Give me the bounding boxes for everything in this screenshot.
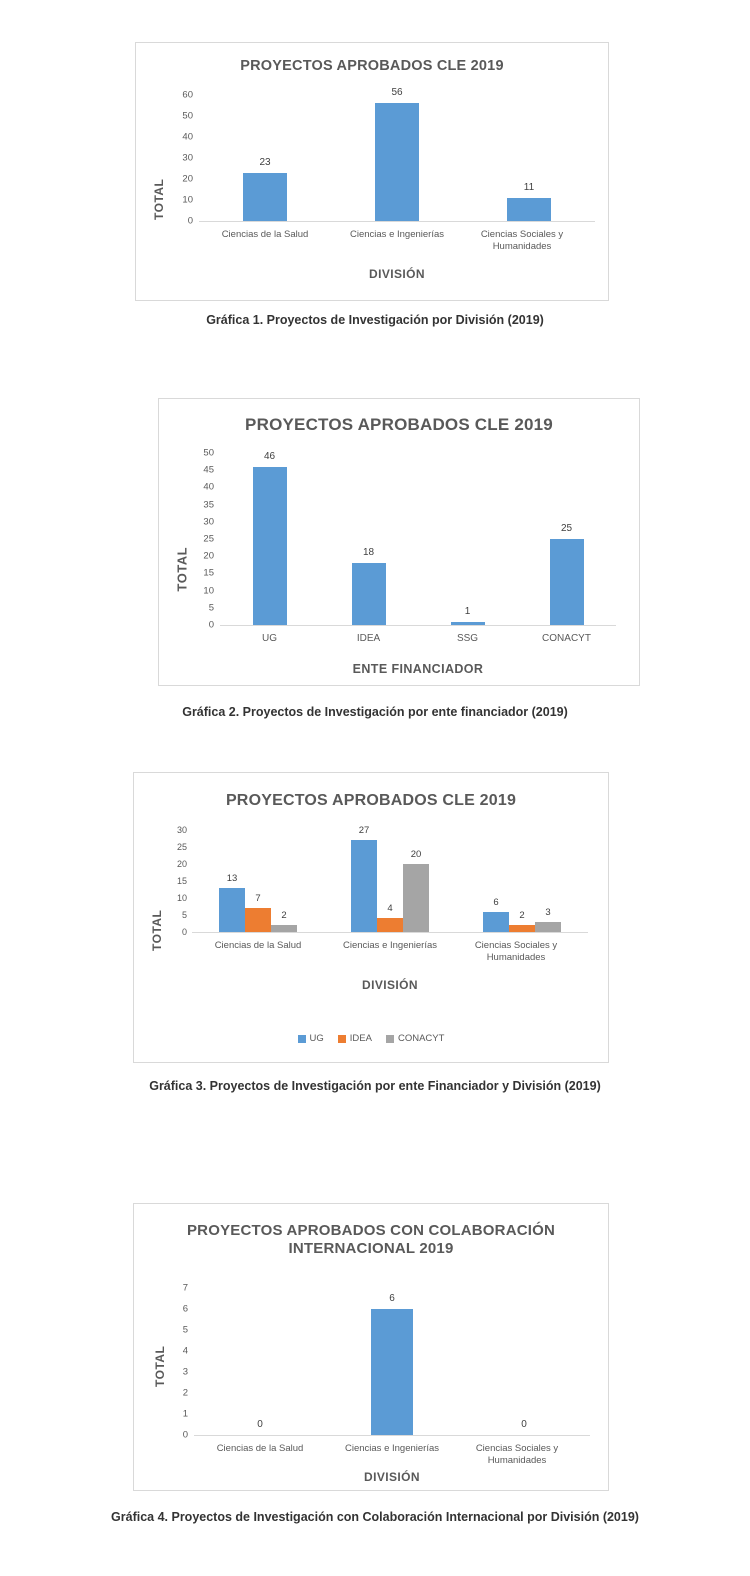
y-tick: 6 bbox=[182, 1303, 188, 1315]
x-axis-line bbox=[194, 1435, 590, 1436]
category-label: UG bbox=[262, 633, 277, 644]
bar-ssg[interactable] bbox=[451, 605, 485, 625]
bar-value: 6 bbox=[493, 896, 499, 908]
bar-value: 56 bbox=[391, 87, 403, 99]
legend-item-idea[interactable] bbox=[338, 1033, 372, 1044]
chart-4-container bbox=[133, 1203, 609, 1491]
bar-group bbox=[517, 523, 616, 625]
chart-1-y-axis-title: TOTAL bbox=[152, 178, 166, 220]
y-tick: 20 bbox=[203, 550, 214, 562]
chart-1-plot-area bbox=[199, 87, 595, 222]
y-tick: 3 bbox=[182, 1366, 188, 1378]
x-axis-line bbox=[220, 625, 616, 626]
bar-value: 0 bbox=[257, 1419, 263, 1430]
chart-3-legend bbox=[134, 1033, 608, 1044]
bar-value: 4 bbox=[387, 903, 393, 915]
x-axis-line bbox=[192, 932, 588, 933]
y-tick: 0 bbox=[208, 619, 214, 631]
chart-2-y-axis-title: TOTAL bbox=[174, 546, 190, 592]
bar-conacyt[interactable] bbox=[550, 523, 584, 625]
y-tick: 30 bbox=[182, 152, 193, 164]
y-tick: 20 bbox=[176, 859, 187, 869]
chart-4-title bbox=[154, 1222, 588, 1257]
bar-idea[interactable] bbox=[377, 903, 403, 932]
y-tick: 0 bbox=[181, 927, 187, 937]
bar-ug[interactable] bbox=[351, 825, 377, 932]
chart-2-plot-area bbox=[220, 450, 616, 626]
chart-3-y-axis-title: TOTAL bbox=[150, 909, 164, 951]
y-tick: 40 bbox=[203, 481, 214, 493]
bar-value: 3 bbox=[545, 906, 551, 918]
bar-value: 18 bbox=[362, 547, 375, 559]
legend-item-conacyt[interactable] bbox=[386, 1033, 444, 1044]
chart-1-container bbox=[135, 42, 609, 301]
legend-swatch-icon bbox=[386, 1035, 394, 1043]
category-label: Ciencias de la Salud bbox=[216, 1443, 304, 1454]
y-tick: 50 bbox=[182, 110, 193, 122]
bar-value: 0 bbox=[521, 1419, 527, 1430]
y-tick: 0 bbox=[182, 1429, 188, 1441]
y-tick: 20 bbox=[182, 173, 193, 185]
chart-4-y-tick-labels bbox=[168, 1282, 188, 1441]
chart-1-title: PROYECTOS APROBADOS CLE 2019 bbox=[240, 58, 504, 74]
chart-4-plot-area bbox=[194, 1288, 590, 1436]
category-label: CONACYT bbox=[542, 633, 591, 644]
figure-2-caption: Gráfica 2. Proyectos de Investigación por ente financiador (2019) bbox=[182, 705, 568, 719]
bar-value: 13 bbox=[226, 872, 238, 884]
category-label: Ciencias e Ingenierías bbox=[345, 1443, 439, 1454]
bar-conacyt[interactable] bbox=[403, 849, 429, 932]
chart-4-title-line-1: PROYECTOS APROBADOS CON COLABORACIÓN bbox=[186, 1222, 556, 1239]
category-label: Ciencias Sociales y Humanidades bbox=[474, 940, 558, 963]
y-tick: 40 bbox=[182, 131, 193, 143]
bar-conacyt[interactable] bbox=[271, 910, 297, 932]
y-tick: 10 bbox=[182, 194, 193, 206]
chart-2-title: PROYECTOS APROBADOS CLE 2019 bbox=[245, 415, 553, 434]
y-tick: 25 bbox=[176, 842, 187, 852]
bar-value: 46 bbox=[263, 450, 276, 462]
chart-2-y-tick-labels bbox=[189, 447, 214, 631]
chart-4-title-line-2: INTERNACIONAL 2019 bbox=[288, 1239, 454, 1257]
legend-item-ug[interactable] bbox=[298, 1033, 324, 1044]
bar-idea[interactable] bbox=[509, 910, 535, 932]
y-tick: 25 bbox=[203, 533, 214, 545]
y-tick: 0 bbox=[187, 215, 193, 227]
legend-swatch-icon bbox=[298, 1035, 306, 1043]
bar-ciencias-ingenierias[interactable] bbox=[375, 87, 419, 221]
figure-1-caption: Gráfica 1. Proyectos de Investigación por División (2019) bbox=[206, 313, 544, 327]
chart-3-x-axis-title: DIVISIÓN bbox=[362, 978, 418, 992]
figure-3-caption: Gráfica 3. Proyectos de Investigación por ente Financiador y División (2019) bbox=[149, 1079, 601, 1093]
category-label: Ciencias de la Salud bbox=[214, 940, 302, 951]
chart-3-plot-area bbox=[192, 825, 588, 933]
chart-3-title: PROYECTOS APROBADOS CLE 2019 bbox=[225, 792, 517, 809]
chart-3-container bbox=[133, 772, 609, 1063]
y-tick: 10 bbox=[176, 893, 187, 903]
figure-4-caption: Gráfica 4. Proyectos de Investigación con Colaboración Internacional por División (2019) bbox=[111, 1510, 639, 1524]
y-tick: 10 bbox=[203, 585, 214, 597]
category-label: Ciencias e Ingenierías bbox=[343, 940, 437, 951]
category-label: Ciencias Sociales y Humanidades bbox=[480, 229, 564, 252]
chart-3-y-tick-labels bbox=[162, 825, 187, 937]
y-tick: 15 bbox=[176, 876, 187, 886]
category-label: IDEA bbox=[356, 633, 381, 644]
chart-1-x-axis-title: DIVISIÓN bbox=[369, 267, 425, 281]
y-tick: 4 bbox=[182, 1345, 188, 1357]
bar-value: 2 bbox=[281, 910, 287, 922]
bar-ug[interactable] bbox=[219, 872, 245, 932]
y-tick: 30 bbox=[203, 516, 214, 528]
legend-label: IDEA bbox=[349, 1033, 372, 1044]
chart-4-y-axis-title: TOTAL bbox=[153, 1345, 167, 1387]
x-axis-line bbox=[199, 221, 595, 222]
category-label: Ciencias de la Salud bbox=[221, 229, 309, 240]
bar-value: 7 bbox=[255, 893, 261, 905]
bar-group bbox=[418, 605, 517, 625]
chart-4-x-axis-title: DIVISIÓN bbox=[364, 1470, 420, 1484]
bar-group bbox=[192, 872, 324, 932]
y-tick: 35 bbox=[203, 499, 214, 511]
y-tick: 50 bbox=[203, 447, 214, 459]
legend-label: CONACYT bbox=[397, 1033, 445, 1044]
bar-ug[interactable] bbox=[253, 450, 287, 625]
chart-1-y-tick-labels bbox=[166, 89, 193, 227]
category-label: SSG bbox=[456, 633, 479, 644]
bar-ug[interactable] bbox=[483, 896, 509, 932]
y-tick: 30 bbox=[176, 825, 187, 835]
bar-idea[interactable] bbox=[352, 547, 386, 625]
y-tick: 5 bbox=[182, 1324, 188, 1336]
bar-group bbox=[456, 896, 588, 932]
bar-value: 20 bbox=[410, 849, 422, 860]
bar-value: 23 bbox=[259, 156, 271, 168]
y-tick: 5 bbox=[181, 910, 187, 920]
legend-swatch-icon bbox=[338, 1035, 346, 1043]
y-tick: 7 bbox=[182, 1282, 188, 1294]
legend-label: UG bbox=[309, 1033, 324, 1044]
y-tick: 15 bbox=[203, 567, 214, 579]
y-tick: 5 bbox=[208, 602, 214, 614]
bar-idea[interactable] bbox=[245, 893, 271, 932]
chart-2-x-axis-title: ENTE FINANCIADOR bbox=[352, 662, 484, 676]
bar-conacyt[interactable] bbox=[535, 906, 561, 932]
bar-ciencias-salud[interactable] bbox=[243, 156, 287, 221]
chart-2-container bbox=[158, 398, 640, 686]
bar-group bbox=[220, 450, 319, 625]
bar-group bbox=[463, 181, 595, 221]
y-tick: 60 bbox=[182, 89, 193, 101]
bar-ciencias-sociales[interactable] bbox=[507, 181, 551, 221]
y-tick: 1 bbox=[182, 1408, 188, 1420]
bar-value: 27 bbox=[358, 825, 370, 837]
category-label: Ciencias e Ingenierías bbox=[350, 229, 444, 240]
bar-group bbox=[324, 825, 456, 932]
bar-group bbox=[326, 1293, 458, 1435]
bar-value: 1 bbox=[464, 605, 471, 617]
bar-value: 11 bbox=[523, 181, 535, 193]
bar-group bbox=[319, 547, 418, 625]
y-tick: 2 bbox=[182, 1387, 188, 1399]
bar-value: 6 bbox=[389, 1293, 395, 1304]
bar-group bbox=[199, 156, 331, 221]
bar-ciencias-ingenierias[interactable] bbox=[371, 1293, 413, 1435]
y-tick: 45 bbox=[203, 464, 214, 476]
bar-group bbox=[331, 87, 463, 221]
category-label: Ciencias Sociales y Humanidades bbox=[475, 1443, 559, 1466]
bar-value: 25 bbox=[560, 523, 573, 534]
bar-value: 2 bbox=[519, 910, 525, 922]
